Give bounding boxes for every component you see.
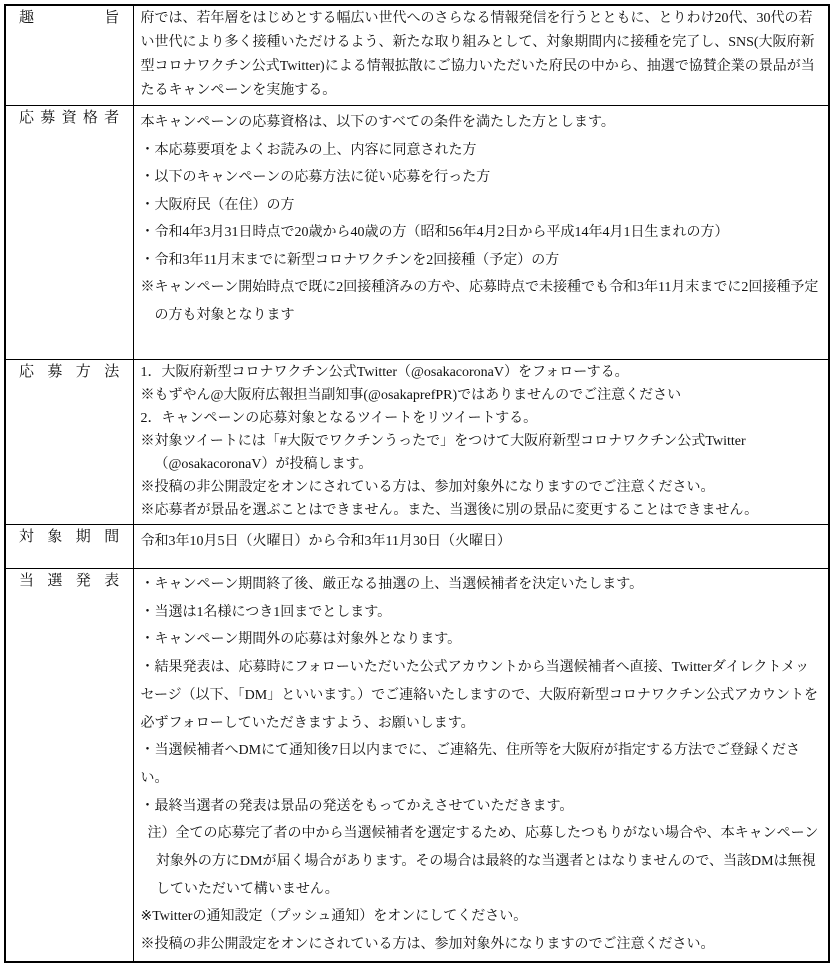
row-body-period	[133, 525, 829, 569]
row-header-label: 応募方法	[19, 364, 120, 380]
note-item: ※キャンペーン開始時点で既に2回接種済みの方や、応募時点で未接種でも令和3年11月末までに2回接種予定の方も対象となります	[140, 280, 819, 323]
row-body-purpose	[133, 5, 829, 106]
note-item: ※Twitterの通知設定（プッシュ通知）をオンにしてください。	[140, 909, 528, 925]
bullet-item: ・結果発表は、応募時にフォローいただいた公式アカウントから当選候補者へ直接、Twitterダイレクトメッセージ（以下、「DM」といいます。）でご連絡いたしますので、大阪府新型コロナワクチン公式アカウントを必ずフォローしていただきますよう、お願いします。	[140, 660, 818, 731]
bullet-item: ・令和3年11月末までに新型コロナワクチンを2回接種（予定）の方	[140, 252, 560, 268]
row-header-label: 趣旨	[19, 10, 120, 26]
row-header-purpose	[5, 5, 133, 106]
bullet-item: ・当選は1名様につき1回までとします。	[140, 604, 392, 620]
row-header-label: 応募資格者	[19, 110, 120, 126]
note-item: ※投稿の非公開設定をオンにされている方は、参加対象外になりますのでご注意ください。	[140, 937, 715, 953]
bullet-item: ・以下のキャンペーンの応募方法に従い応募を行った方	[140, 170, 491, 185]
row-header-winner-announcement	[5, 569, 133, 963]
bullet-item: ・当選候補者へDMにて通知後7日以内までに、ご連絡先、住所等を大阪府が指定する方法でご登録ください。	[140, 743, 801, 786]
table-row-winner-announcement	[5, 569, 829, 963]
bullet-item: ・キャンペーン期間外の応募は対象外となります。	[140, 632, 462, 648]
row-body-how-to-apply	[133, 360, 829, 525]
note-item: ※対象ツイートには「#大阪でワクチンうったで」をつけて大阪府新型コロナワクチン公式Twitter（@osakacoronaV）が投稿します。	[140, 434, 746, 472]
note-item: ※投稿の非公開設定をオンにされている方は、参加対象外になりますのでご注意ください。	[140, 480, 715, 495]
table-row-how-to-apply	[5, 360, 829, 525]
bullet-item: ・キャンペーン期間終了後、厳正なる抽選の上、当選候補者を決定いたします。	[140, 577, 644, 592]
numbered-step: 1．大阪府新型コロナワクチン公式Twitter（@osakacoronaV）をフォローする。	[140, 365, 629, 380]
terms-table	[4, 4, 830, 963]
bullet-item: ・大阪府民（在住）の方	[140, 197, 295, 213]
bullet-item: ・最終当選者の発表は景品の発送をもってかえさせていただきます。	[140, 798, 574, 814]
row-body-winner-announcement	[133, 569, 829, 963]
table-row-eligibility	[5, 106, 829, 360]
row-body-eligibility	[133, 106, 829, 360]
remark-item: 注）全ての応募完了者の中から当選候補者を選定するため、応募したつもりがない場合や、本キャンペーン対象外の方にDMが届く場合があります。その場合は最終的な当選者とはなりませんので、当該DMは無視していただいて構いません。	[147, 826, 819, 897]
paragraph: 本キャンペーンの応募資格は、以下のすべての条件を満たした方とします。	[140, 115, 615, 130]
paragraph: 令和3年10月5日（火曜日）から令和3年11月30日（火曜日）	[140, 534, 511, 549]
row-header-period	[5, 525, 133, 569]
note-item: ※応募者が景品を選ぶことはできません。また、当選後に別の景品に変更することはできません。	[140, 503, 759, 518]
numbered-step: 2．キャンペーンの応募対象となるツイートをリツイートする。	[140, 411, 538, 426]
table-row-period	[5, 525, 829, 569]
row-header-how-to-apply	[5, 360, 133, 525]
row-header-eligibility	[5, 106, 133, 360]
bullet-item: ・令和4年3月31日時点で20歳から40歳の方（昭和56年4月2日から平成14年4月1日生まれの方）	[140, 225, 729, 240]
row-header-label: 当選発表	[19, 573, 120, 589]
row-header-label: 対象期間	[19, 529, 120, 545]
bullet-item: ・本応募要項をよくお読みの上、内容に同意された方	[140, 142, 477, 158]
note-item: ※もずやん@大阪府広報担当副知事(@osakaprefPR)ではありませんのでご注意ください	[140, 388, 682, 403]
paragraph: 府では、若年層をはじめとする幅広い世代へのさらなる情報発信を行うとともに、とりわけ20代、30代の若い世代により多く接種いただけるよう、新たな取り組みとして、対象期間内に接種を完了し、SNS(大阪府新型コロナワクチン公式Twitter)による情報拡散にご協力いただいた府民の中から、抽選で協賛企業の景品が当たるキャンペーンを実施する。	[140, 11, 815, 98]
table-row-purpose	[5, 5, 829, 106]
